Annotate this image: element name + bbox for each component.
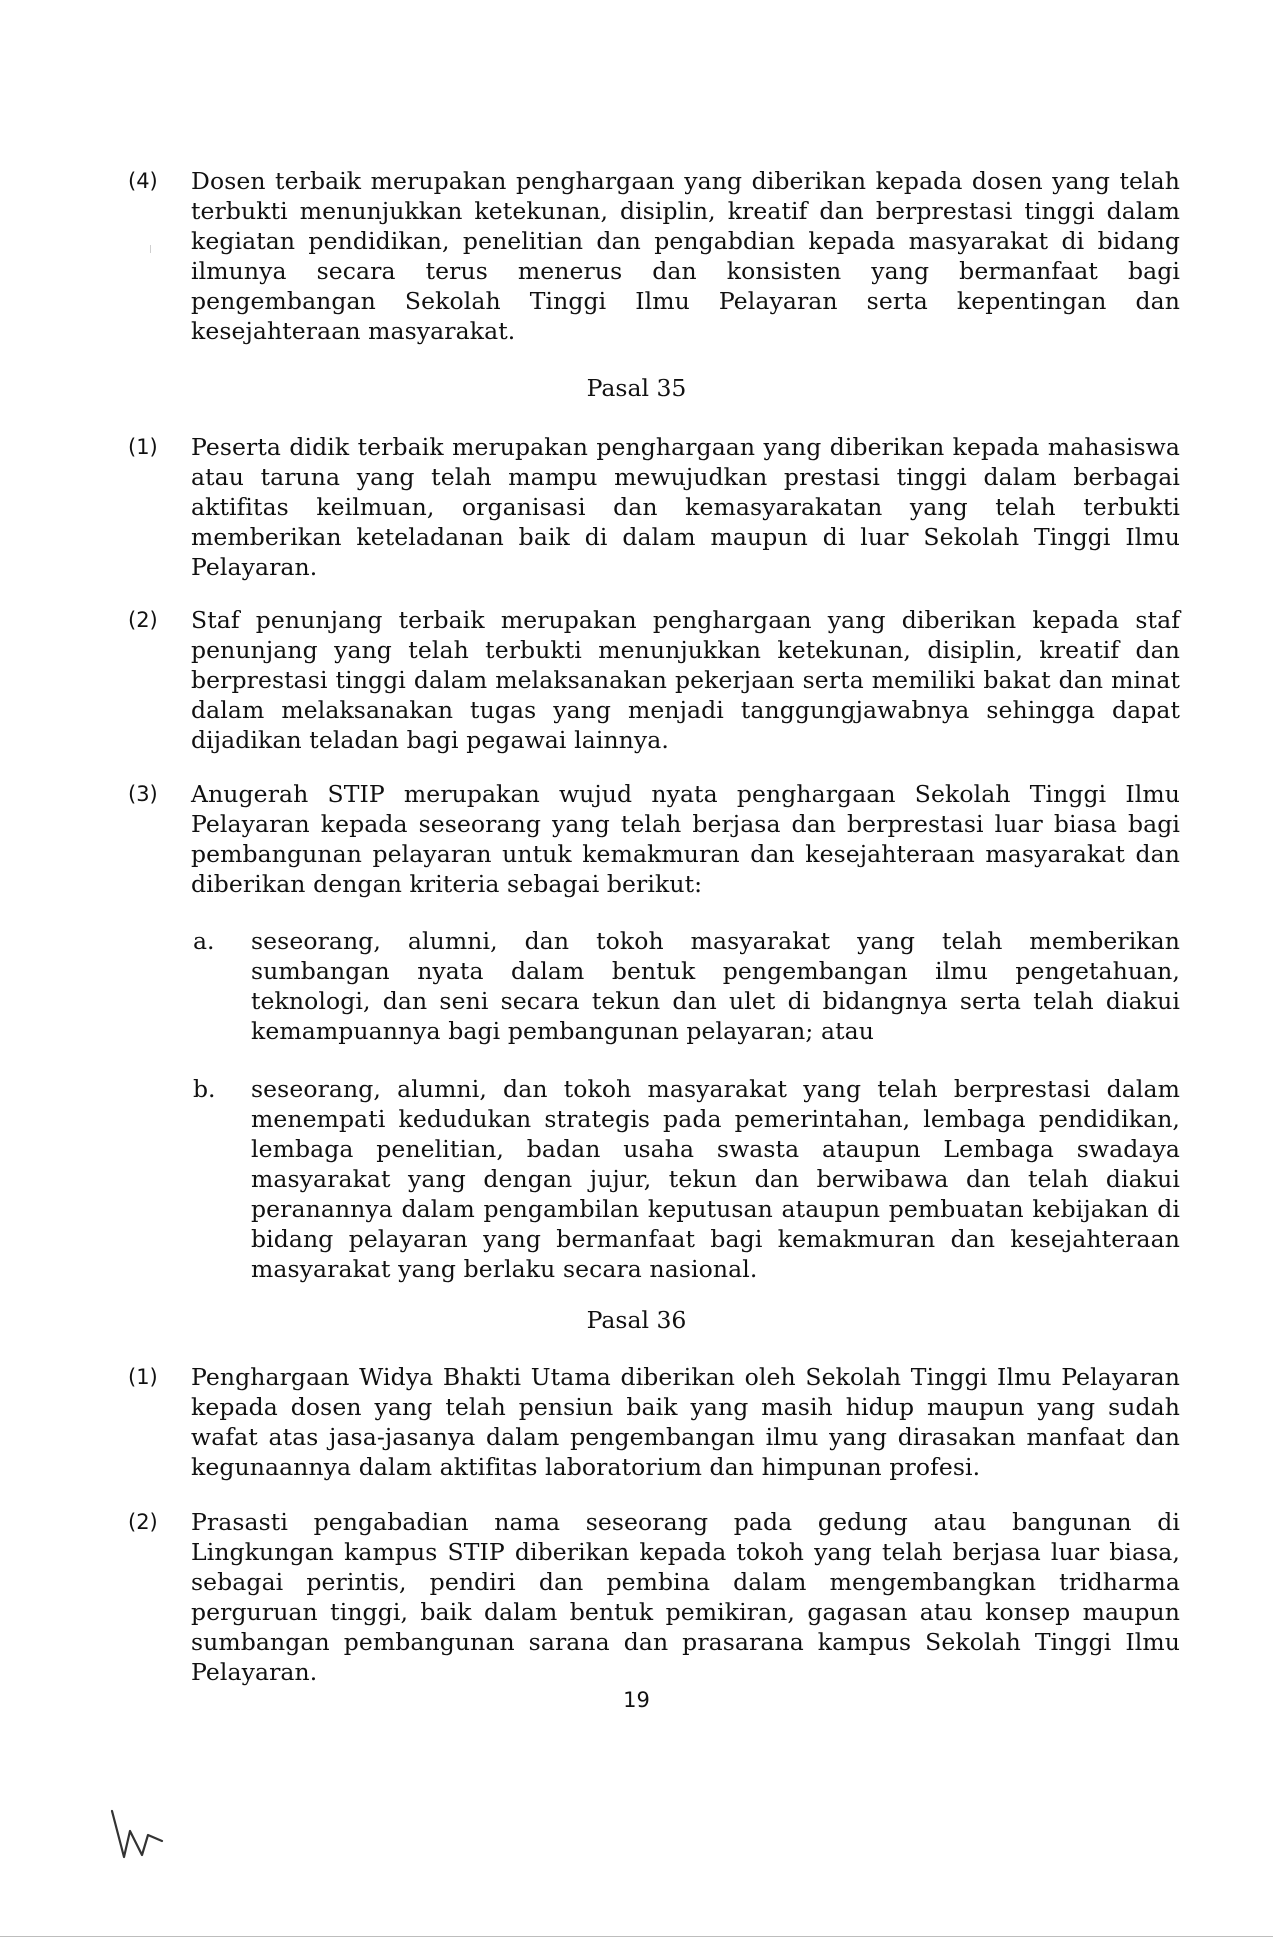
item-text: seseorang, alumni, dan tokoh masyarakat yang telah berprestasi dalam menempati kedudukan strategis pada pemerintahan, lembaga pendidikan, lembaga penelitian, badan usaha swasta ataupun Lembaga swadaya masyarakat yang dengan jujur, tekun dan berwibawa dan telah diakui peranannya dalam pengambilan keputusan ataupun pembuatan kebijakan di bidang pelayaran yang bermanfaat bagi kemakmuran dan kesejahteraan masyarakat yang berlaku secara nasional.: [251, 1075, 1180, 1283]
item-letter: a.: [193, 927, 215, 955]
article-36-paragraph-2: [128, 1507, 1180, 1687]
paragraph-4: [128, 166, 1180, 346]
initial-paraph: [108, 1805, 166, 1865]
paragraph-text: Anugerah STIP merupakan wujud nyata penghargaan Sekolah Tinggi Ilmu Pelayaran kepada seseorang yang telah berjasa dan berprestasi luar biasa bagi pembangunan pelayaran untuk kemakmuran dan kesejahteraan masyarakat dan diberikan dengan kriteria sebagai berikut:: [191, 780, 1180, 898]
paragraph-text: Staf penunjang terbaik merupakan penghargaan yang diberikan kepada staf penunjang yang telah terbukti menunjukkan ketekunan, disiplin, kreatif dan berprestasi tinggi dalam melaksanakan pekerjaan serta memiliki bakat dan minat dalam melaksanakan tugas yang menjadi tanggungjawabnya sehingga dapat dijadikan teladan bagi pegawai lainnya.: [191, 606, 1180, 754]
paragraph-text: Dosen terbaik merupakan penghargaan yang diberikan kepada dosen yang telah terbukti menunjukkan ketekunan, disiplin, kreatif dan berprestasi tinggi dalam kegiatan pendidikan, penelitian dan pengabdian kepada masyarakat di bidang ilmunya secara terus menerus dan konsisten yang bermanfaat bagi pengembangan Sekolah Tinggi Ilmu Pelayaran serta kepentingan dan kesejahteraan masyarakat.: [191, 167, 1180, 345]
criteria-item-a: [193, 926, 1180, 1046]
article-35-paragraph-3: [128, 779, 1180, 899]
scan-edge-line: [0, 1936, 1273, 1937]
article-heading-36: Pasal 36: [586, 1306, 687, 1334]
item-letter: b.: [193, 1075, 216, 1103]
article-36-paragraph-1: [128, 1362, 1180, 1482]
paragraph-number: (2): [128, 608, 158, 632]
paragraph-number: (1): [128, 435, 158, 459]
article-heading-35: Pasal 35: [586, 374, 687, 402]
paragraph-text: Prasasti pengabadian nama seseorang pada gedung atau bangunan di Lingkungan kampus STIP diberikan kepada tokoh yang telah berjasa luar biasa, sebagai perintis, pendiri dan pembina dalam mengembangkan tridharma perguruan tinggi, baik dalam bentuk pemikiran, gagasan atau konsep maupun sumbangan pembangunan sarana dan prasarana kampus Sekolah Tinggi Ilmu Pelayaran.: [191, 1508, 1180, 1686]
paragraph-number: (3): [128, 782, 158, 806]
paragraph-number: (1): [128, 1365, 158, 1389]
paragraph-number: (4): [128, 169, 158, 193]
paragraph-text: Peserta didik terbaik merupakan penghargaan yang diberikan kepada mahasiswa atau taruna yang telah mampu mewujudkan prestasi tinggi dalam berbagai aktifitas keilmuan, organisasi dan kemasyarakatan yang telah terbukti memberikan keteladanan baik di dalam maupun di luar Sekolah Tinggi Ilmu Pelayaran.: [191, 433, 1180, 581]
item-text: seseorang, alumni, dan tokoh masyarakat yang telah memberikan sumbangan nyata dalam bentuk pengembangan ilmu pengetahuan, teknologi, dan seni secara tekun dan ulet di bidangnya serta telah diakui kemampuannya bagi pembangunan pelayaran; atau: [251, 927, 1180, 1045]
paragraph-text: Penghargaan Widya Bhakti Utama diberikan oleh Sekolah Tinggi Ilmu Pelayaran kepada dosen yang telah pensiun baik yang masih hidup maupun yang sudah wafat atas jasa-jasanya dalam pengembangan ilmu yang dirasakan manfaat dan kegunaannya dalam aktifitas laboratorium dan himpunan profesi.: [191, 1363, 1180, 1481]
article-35-paragraph-2: [128, 605, 1180, 755]
page-number: 19: [623, 1688, 650, 1712]
article-35-paragraph-1: [128, 432, 1180, 582]
paragraph-number: (2): [128, 1510, 158, 1534]
criteria-item-b: [193, 1074, 1180, 1284]
